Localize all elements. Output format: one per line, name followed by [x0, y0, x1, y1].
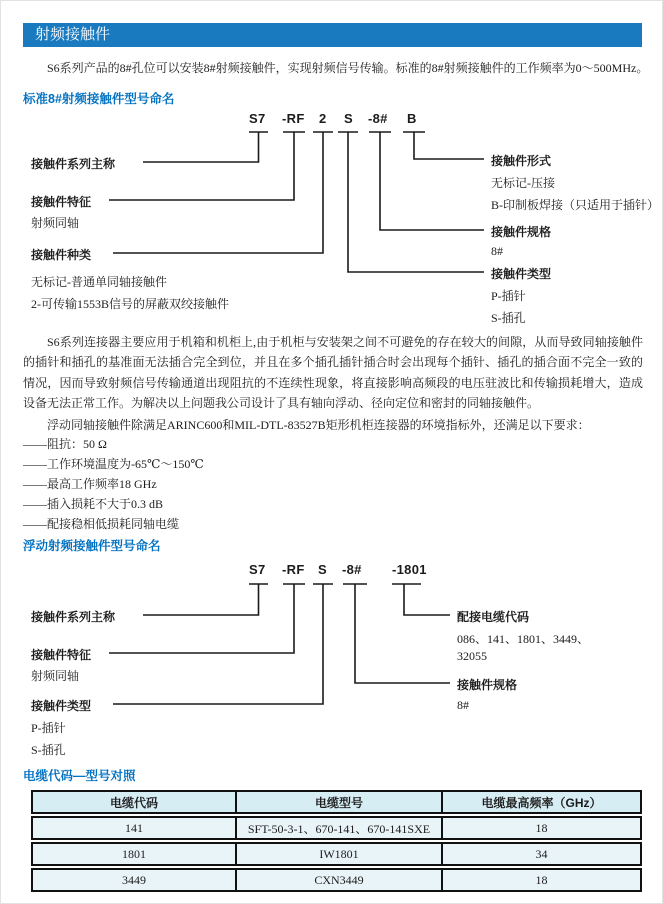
float-label-type: 接触件类型 — [31, 699, 92, 713]
cell-cable-model: SFT-50-3-1、670-141、670-141SXE — [235, 818, 441, 838]
requirement-impedance: ——阻抗：50 Ω — [23, 437, 107, 451]
label-type-item-1: P-插针 — [491, 289, 526, 303]
table-row — [31, 842, 642, 866]
float-label-feature-item: 射频同轴 — [31, 669, 80, 683]
cell-cable-code: 1801 — [122, 846, 146, 861]
label-kind-item-1: 无标记-普通单同轴接触件 — [31, 275, 167, 289]
float-label-cable-codes-2: 32055 — [457, 649, 487, 663]
cell-max-frequency: 18 — [441, 818, 640, 838]
cable-code-table — [31, 790, 642, 894]
label-form-item-1: 无标记-压接 — [491, 176, 555, 190]
col-header-cable-model: 电缆型号 — [235, 792, 441, 812]
heading-cable-table: 电缆代码—型号对照 — [23, 769, 136, 783]
table-header-row — [31, 790, 642, 814]
requirement-temperature: ——工作环境温度为-65℃～150℃ — [23, 457, 204, 472]
float-label-size-item: 8# — [457, 698, 469, 712]
float-label-feature: 接触件特征 — [31, 648, 92, 662]
float-code-feature: -RF — [282, 562, 305, 577]
col-header-max-frequency: 电缆最高频率（GHz） — [441, 792, 640, 812]
float-code-type: S — [318, 562, 327, 577]
requirements-list — [23, 434, 643, 534]
requirements-intro: 浮动同轴接触件除满足ARINC600和MIL-DTL-83527B矩形机柜连接器的环境指标外，还满足以下要求： — [47, 418, 590, 432]
float-label-cable-codes-1: 086、141、1801、3449、 — [457, 632, 590, 646]
label-kind: 接触件种类 — [31, 248, 92, 262]
cell-cable-code: 141 — [125, 820, 143, 835]
requirement-max-frequency: ——最高工作频率18 GHz — [23, 477, 157, 492]
description-paragraph: S6系列连接器主要应用于机箱和机柜上,由于机柜与安装架之间不可避免的存在较大的间隙，从而导致同轴接触件的插针和插孔的基准面无法插合完全到位，并且在多个插孔插针插合时会出现每个插针、插孔的插合面不完全一致的情况，因而导致射频信号传输通道出现阻抗的不连续性现象，将直接影响高频段的电压驻波比和传输损耗增大，造成设备无法正常工作。为解决以上问题我公司设计了具有轴向浮动、径向定位和密封的同轴接触件。 — [23, 335, 643, 411]
float-code-size: -8# — [342, 562, 362, 577]
page-title: 射频接触件 — [35, 27, 111, 43]
float-label-size: 接触件规格 — [457, 678, 518, 692]
col-header-cable-code: 电缆代码 — [109, 795, 158, 810]
float-label-type-item-1: P-插针 — [31, 721, 66, 735]
float-code-cable: -1801 — [392, 562, 427, 577]
label-type-item-2: S-插孔 — [491, 311, 526, 325]
cell-cable-code: 3449 — [122, 872, 146, 887]
float-label-series-name: 接触件系列主称 — [31, 610, 116, 624]
intro-paragraph: S6系列产品的8#孔位可以安装8#射频接触件，实现射频信号传输。标准的8#射频接触件的工作频率为0～500MHz。 — [47, 61, 649, 75]
float-label-cable-code: 配接电缆代码 — [457, 610, 530, 624]
heading-standard-naming: 标准8#射频接触件型号命名 — [23, 92, 175, 106]
requirement-cable: ——配接稳相低损耗同轴电缆 — [23, 517, 180, 532]
model-code-form: B — [407, 111, 417, 126]
label-feature: 接触件特征 — [31, 195, 92, 209]
table-row — [31, 868, 642, 892]
label-size: 接触件规格 — [491, 225, 552, 239]
cell-cable-model: IW1801 — [235, 844, 441, 864]
model-code-type: S — [344, 111, 353, 126]
label-series-name: 接触件系列主称 — [31, 157, 116, 171]
model-code-kind: 2 — [319, 111, 327, 126]
cell-max-frequency: 18 — [441, 870, 640, 890]
label-kind-item-2: 2-可传输1553B信号的屏蔽双绞接触件 — [31, 297, 230, 311]
label-type: 接触件类型 — [491, 267, 552, 281]
model-code-feature: -RF — [282, 111, 305, 126]
label-form: 接触件形式 — [491, 154, 552, 168]
model-code-series: S7 — [249, 111, 266, 126]
cell-max-frequency: 34 — [441, 844, 640, 864]
label-feature-item: 射频同轴 — [31, 216, 80, 230]
heading-floating-naming: 浮动射频接触件型号命名 — [23, 539, 161, 553]
float-label-type-item-2: S-插孔 — [31, 743, 66, 757]
float-code-series: S7 — [249, 562, 266, 577]
label-form-item-2: B-印制板焊接（只适用于插针） — [491, 198, 660, 212]
cell-cable-model: CXN3449 — [235, 870, 441, 890]
section-header-bar — [23, 23, 642, 47]
model-code-size: -8# — [368, 111, 388, 126]
requirement-insertion-loss: ——插入损耗不大于0.3 dB — [23, 497, 164, 512]
label-size-item: 8# — [491, 244, 503, 258]
table-row — [31, 816, 642, 840]
